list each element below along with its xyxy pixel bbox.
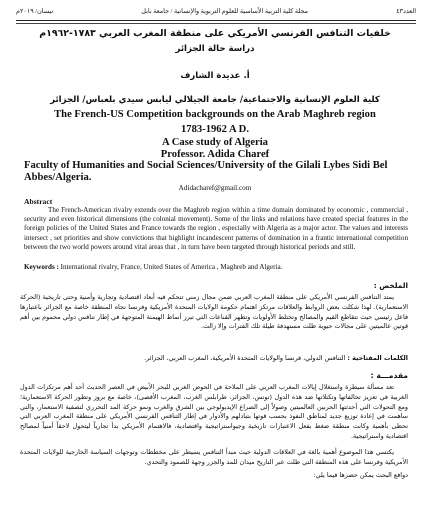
english-affiliation: Faculty of Humanities and Social Sciences/University of the Gilali Lybes Sidi Bel Abbes/Algeria. (24, 160, 388, 183)
keywords-label: Keywords : (24, 263, 59, 271)
arabic-keywords (20, 354, 408, 363)
arabic-keywords-list: التنافس الدولي، فرنسا والولايات المتحدة الأمريكية، المغرب العربي، الجزائر. (144, 354, 346, 362)
header-rule-thick (16, 20, 416, 21)
english-title-line-1: The French-US Competition backgrounds on the Arab Maghreb region (54, 109, 376, 120)
issue-number: العدد٤٣ (396, 8, 416, 15)
arabic-subtitle: دراسة حالة الجزائر (175, 44, 255, 54)
author-email[interactable]: Adidacharef@gmail.com (178, 184, 252, 192)
arabic-title: خلفيات التنافس الفرنسي الأمريكي على منطقة المغرب العربي ١٧٨٣-١٩٦٢م (39, 28, 391, 39)
introduction-paragraph-1: تعد مسألة سيطرة واستغلال إيالات المغرب العربي على الملاحة في الحوض الغربي للبحر الأبيض في العصر الحديث أحد أهم مرتكزات الدول الغربية في تعزيز تحالفاتها وتكتلاتها ضد هذه الدول (تونس، الجزائر، طرابلس الغرب، المغرب الأقصى)، خاصة مع بروز وتطور الحركة الاستعمارية؛ ومع التحولات التي أحدثتها الحربين العالميتين وصولاً إلى الصراع الإيديولوجي بين الشرق والغرب ونمو حركة المد التحرري لتصفية الاستعمار، والتي ساهمت في إعادة توزيع جديد لمناطق النفوذ بحسب قوتها بتبادلهم والأدوار في إطار التنافس الفرنسي الأمريكي على منطقة المغرب العربي التي تحظى بأهمية وكانت منطقة ضغط بفعل الاعتبارات تاريخية وجيواستراتيجية واقتصادية، فالاهتمام الأمريكي بدأ تجارياً ليتحول لاحقاً أمنياً لمصالح اقتصادية واستراتيجية. (20, 383, 408, 440)
journal-name: مجلة كلية التربية الأساسية للعلوم التربوية والإنسانية / جامعة بابل (141, 8, 308, 15)
keywords (24, 263, 408, 272)
abstract-heading: Abstract (24, 197, 53, 206)
arabic-keywords-label: الكلمات المفتاحية : (347, 354, 408, 362)
arabic-abstract-text: يمتد التنافس الفرنسي الأمريكي على منطقة المغرب العربي ضمن مجال زمني تتحكم فيه أبعاد اقتصادية وتجارية وأمنية وحتى تاريخية (الحركة الاستعمارية). لهذا شكلت بعض الروابط والعلاقات مرتكز اهتمام حكومة الولايات المتحدة الأمريكية وفرنسا تجاه المنطقة خاصة مع الجزائر باعتبارها فاعل رئيسي حيث تتقاطع القيم والمصالح وتختلط الأولويات وتظهر القناعات التي تبرز أنماط الهيمنة المتوجهة في إطار تنافس دولي محموم بين أهم قوتين عالميتين على مجالات حيوية ظلت مستهدفة طيلة تلك الفترات وإلا زالت. (20, 293, 408, 331)
english-subtitle: A Case study of Algeria (162, 137, 268, 148)
abstract-text: The French-American rivalry extends over the Maghreb region within a time domain dominated by economic , commercial , security and even historical dimensions (the colonial movement). Some of the links and relations have created special features in the foreign policies of the United States and France towards the region , especially with Algeria as a major actor. The values and interests intersect , set priorities and show convictions that highlight incandescent patterns of domination in a frantic international competition between the two world powers around vital areas that , in turn have been targeted through historical periods and still. (24, 206, 408, 251)
arabic-author: أ. عديدة الشارف (180, 71, 250, 81)
introduction-heading: مقدمـــة : (370, 371, 408, 380)
english-author: Professor. Adida Charef (160, 149, 270, 160)
arabic-abstract-heading: الملخص : (373, 281, 408, 290)
header-rule-thin (16, 23, 416, 24)
issue-date: نيسان/ ٢٠١٩م (16, 8, 54, 15)
keywords-list: International rivalry, France, United States of America , Maghreb and Algeria. (58, 263, 283, 271)
arabic-affiliation: كلية العلوم الإنسانية والاجتماعية/ جامعة الجيلالي ليابس سيدي بلعباس/ الجزائر (50, 95, 380, 105)
running-header (16, 4, 416, 18)
introduction-paragraph-3: دوافع البحث يمكن حصرها فيما يلي: (313, 471, 408, 479)
introduction-paragraph-2: يكتسي هذا الموضوع أهمية بالغة في العلاقات الدولية حيث مبدأ التنافس يسيطر على مخططات وتوجهات السياسة الخارجية للولايات المتحدة الأمريكية وفرنسا على هذه المنطقة التي ظلت عبر التاريخ ميدان للمد والجزر وجهة للصمود والتحدي. (20, 448, 408, 466)
english-title-line-2: 1783-1962 A D. (181, 124, 249, 135)
